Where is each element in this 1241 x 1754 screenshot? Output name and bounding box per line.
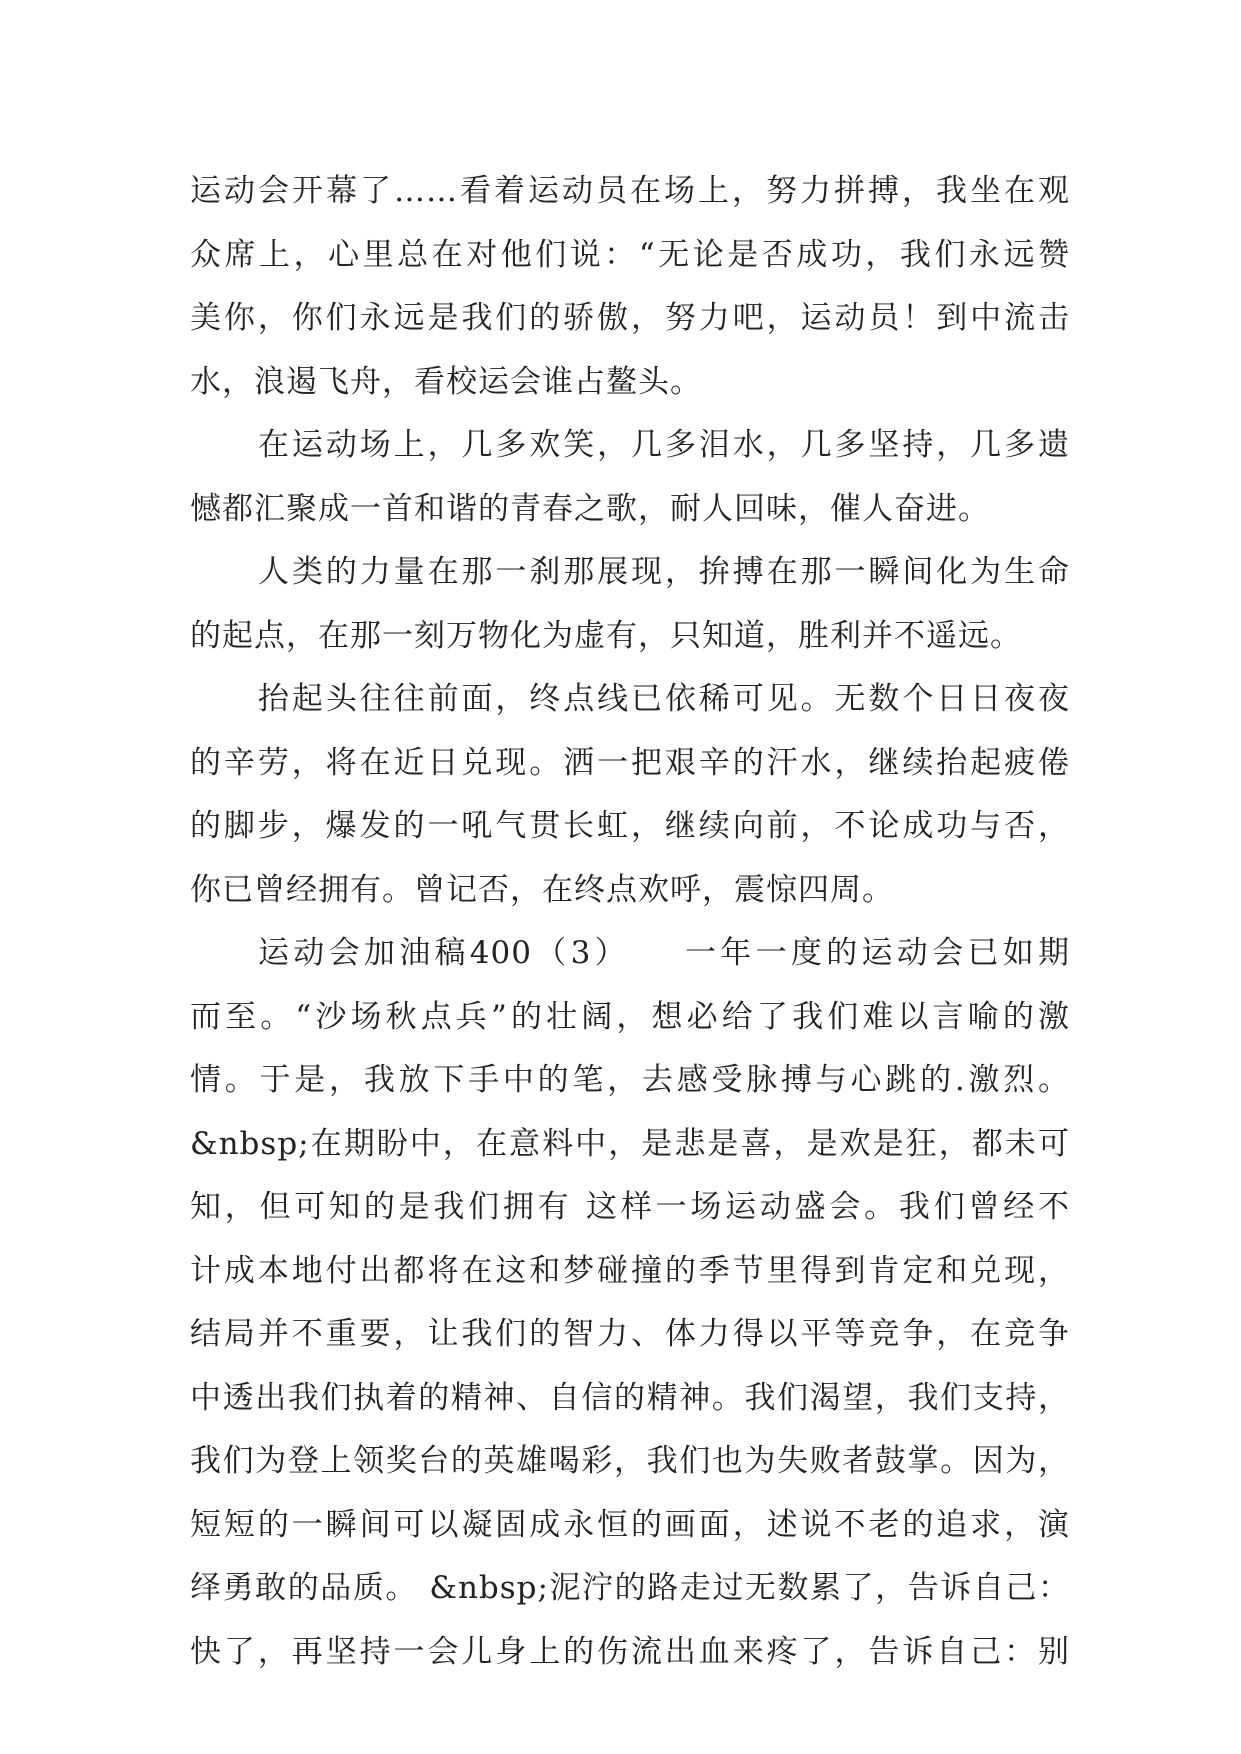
- text-line: &nbsp;在期盼中，在意料中，是悲是喜，是欢是狂，都未可: [190, 1125, 1070, 1162]
- text-line: 而至。“沙场秋点兵”的壮阔，想必给了我们难以言喻的激: [190, 998, 1070, 1035]
- text-line: 在运动场上，几多欢笑，几多泪水，几多坚持，几多遗: [258, 427, 1070, 463]
- text-line: 我们为登上领奖台的英雄喝彩，我们也为失败者鼓掌。因为，: [190, 1443, 1070, 1479]
- text-line: 众席上，心里总在对他们说：“无论是否成功，我们永远赞: [190, 236, 1070, 273]
- text-line: 中透出我们执着的精神、自信的精神。我们渴望，我们支持，: [190, 1379, 1070, 1416]
- text-line: 运动会加油稿400（3） 一年一度的运动会已如期: [258, 935, 1070, 971]
- document-body: [190, 160, 1070, 1684]
- text-line: 你已曾经拥有。曾记否，在终点欢呼，震惊四周。: [190, 871, 894, 908]
- text-line: 抬起头往往前面，终点线已依稀可见。无数个日日夜夜: [258, 681, 1070, 717]
- text-line: 绎勇敢的品质。 &nbsp;泥泞的路走过无数累了，告诉自己：: [190, 1570, 1070, 1606]
- text-line: 人类的力量在那一刹那展现，拚搏在那一瞬间化为生命: [258, 554, 1070, 590]
- text-line: 结局并不重要，让我们的智力、体力得以平等竞争，在竞争: [190, 1316, 1070, 1352]
- text-line: 计成本地付出都将在这和梦碰撞的季节里得到肯定和兑现，: [190, 1252, 1070, 1289]
- text-line: 运动会开幕了……看着运动员在场上，努力拼搏，我坐在观: [190, 173, 1070, 209]
- text-line: 水，浪遏飞舟，看校运会谁占鳌头。: [190, 363, 702, 400]
- text-line: 的起点，在那一刻万物化为虚有，只知道，胜利并不遥远。: [190, 617, 1022, 654]
- text-line: 憾都汇聚成一首和谐的青春之歌，耐人回味，催人奋进。: [190, 490, 990, 527]
- text-line: 的辛劳，将在近日兑现。洒一把艰辛的汗水，继续抬起疲倦: [190, 744, 1070, 781]
- text-line: 短短的一瞬间可以凝固成永恒的画面，述说不老的追求，演: [190, 1506, 1070, 1543]
- text-line: 快了，再坚持一会儿身上的伤流出血来疼了，告诉自己：别: [190, 1633, 1070, 1670]
- text-line: 情。于是，我放下手中的笔，去感受脉搏与心跳的.激烈。: [190, 1062, 1070, 1098]
- text-line: 的脚步，爆发的一吼气贯长虹，继续向前，不论成功与否，: [190, 808, 1070, 844]
- text-line: 美你，你们永远是我们的骄傲，努力吧，运动员！到中流击: [190, 300, 1070, 336]
- text-line: 知，但可知的是我们拥有 这样一场运动盛会。我们曾经不: [190, 1189, 1070, 1225]
